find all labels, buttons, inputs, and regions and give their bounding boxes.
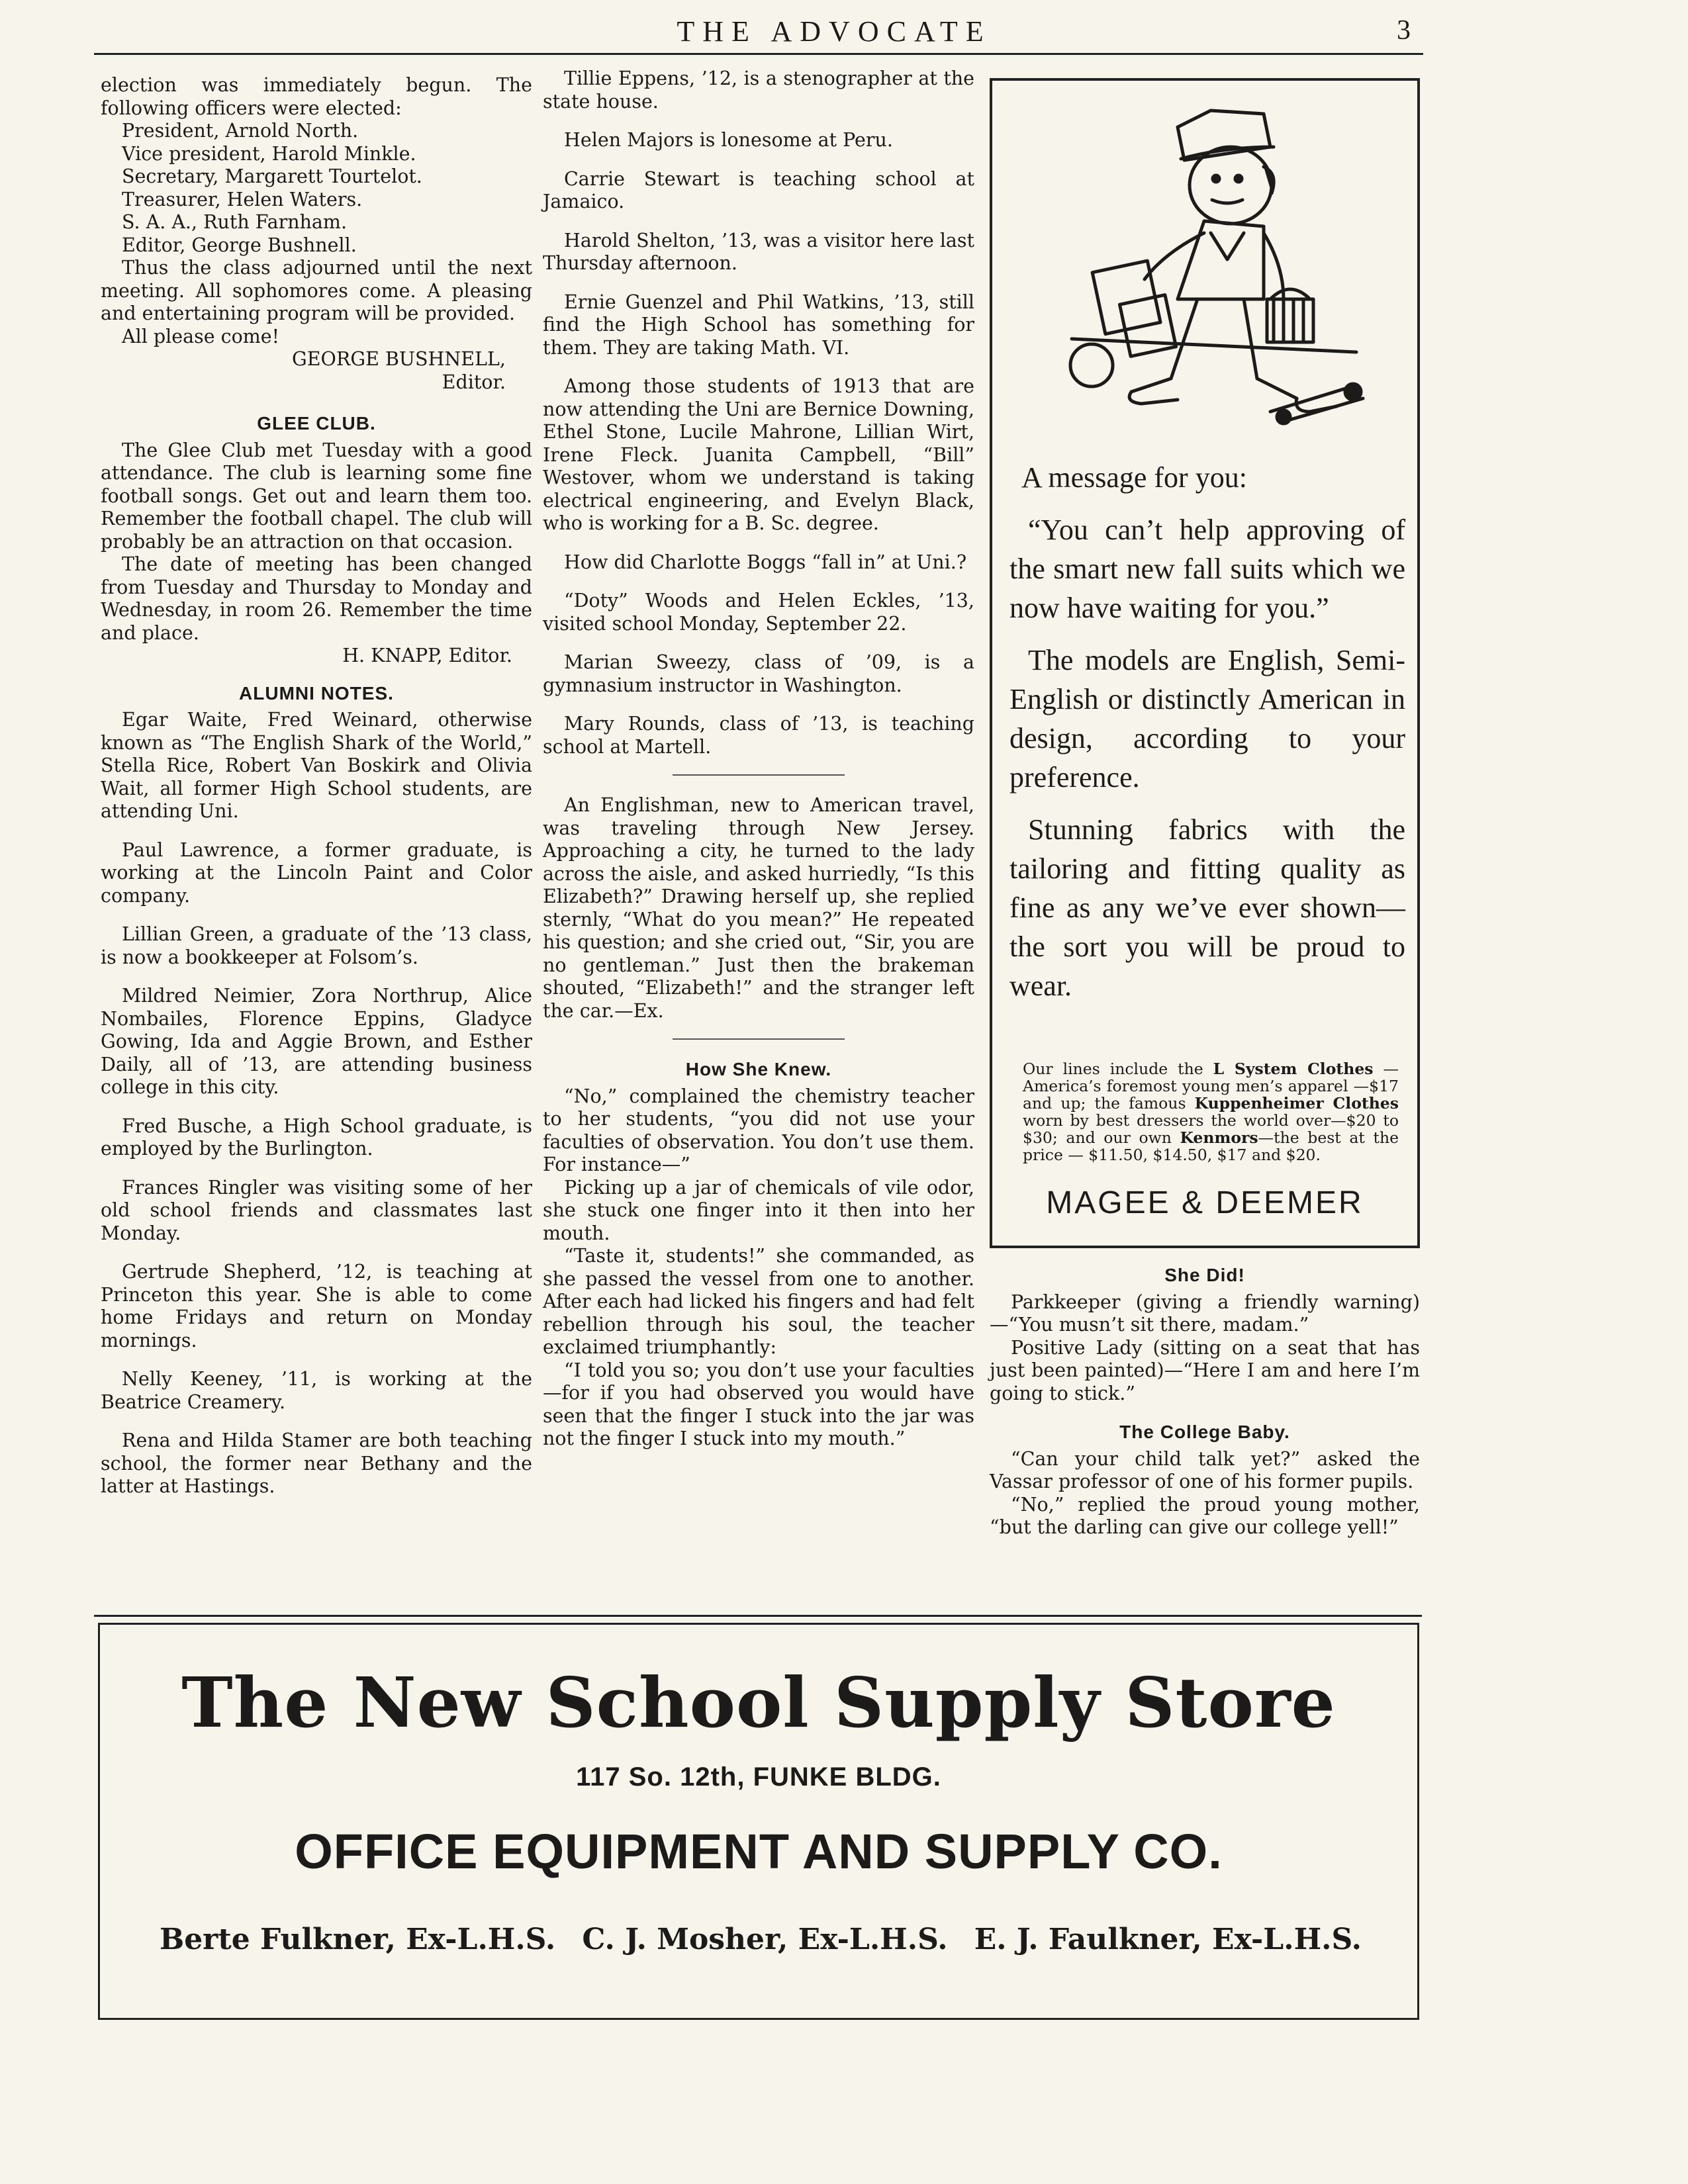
running-head-title: THE ADVOCATE bbox=[677, 15, 992, 48]
alumni-note: Egar Waite, Fred Weinard, otherwise known as “The English Shark of the World,” Stella Rice, Robert Van Boskirk and Olivia Wait, all former High School students, are attending Uni. bbox=[101, 709, 532, 822]
staff-member: Berte Fulkner, Ex-L.H.S. bbox=[160, 1923, 556, 1956]
alumni-note: Tillie Eppens, ’12, is a stenographer at the state house. bbox=[543, 68, 974, 113]
company-name: OFFICE EQUIPMENT AND SUPPLY CO. bbox=[295, 1824, 1223, 1879]
officer-saa: S. A. A., Ruth Farnham. bbox=[122, 211, 348, 233]
glee-club-heading: GLEE CLUB. bbox=[257, 413, 376, 433]
ad-message-models: The models are English, Semi-English or distinctly American in design, according to your preference. bbox=[1009, 644, 1405, 794]
alumni-note: Mildred Neimier, Zora Northrup, Alice Nombailes, Florence Eppins, Gladyce Gowing, Ida and Aggie Brown, and Esther Daily, all of ’13, are attending business college in this city. bbox=[101, 985, 532, 1098]
alumni-note: Rena and Hilda Stamer are both teaching school, the former near Bethany and the latter at Hastings. bbox=[101, 1430, 532, 1497]
brand-kenmors: Kenmors bbox=[1180, 1128, 1258, 1147]
college-baby-paragraph: “Can your child talk yet?” asked the Vassar professor of one of his former pupils. bbox=[990, 1447, 1420, 1492]
ad-merchant-name: MAGEE & DEEMER bbox=[1046, 1185, 1364, 1220]
column-3 bbox=[990, 1264, 1420, 1539]
alumni-note: Harold Shelton, ’13, was a visitor here last Thursday afternoon. bbox=[543, 229, 974, 274]
bottom-ad-rule bbox=[94, 1615, 1422, 1617]
alumni-note: Ernie Guenzel and Phil Watkins, ’13, still find the High School has something for them. They are taking Math. VI. bbox=[543, 291, 974, 359]
how-she-knew-paragraph: Picking up a jar of chemicals of vile odor, she stuck one finger into it then into her mouth. bbox=[543, 1176, 974, 1244]
college-baby-paragraph: “No,” replied the proud young mother, “but the darling can give our college yell!” bbox=[990, 1493, 1420, 1538]
officer-treasurer: Treasurer, Helen Waters. bbox=[122, 188, 363, 210]
section-divider bbox=[673, 1038, 845, 1040]
alumni-note: “Doty” Woods and Helen Eckles, ’13, visited school Monday, September 22. bbox=[543, 590, 974, 635]
staff-list bbox=[160, 1923, 1362, 1956]
section-divider bbox=[673, 774, 845, 776]
fine-print-text: Our lines include the bbox=[1023, 1060, 1213, 1078]
officer-vice-president: Vice president, Harold Minkle. bbox=[122, 142, 416, 165]
glee-club-signature: H. KNAPP, Editor. bbox=[342, 645, 512, 666]
fine-print-text: —America’s foremost young men’s apparel —$17 and up; the famous bbox=[1023, 1060, 1399, 1113]
alumni-note: Marian Sweezy, class of ’09, is a gymnasium instructor in Washington. bbox=[543, 651, 974, 696]
alumni-note: Lillian Green, a graduate of the ’13 class, is now a bookkeeper at Folsom’s. bbox=[101, 923, 532, 968]
fine-print-text: worn by best dressers the world over—$20 to $30; and our own bbox=[1023, 1111, 1399, 1147]
ad-message-intro: A message for you: bbox=[1021, 461, 1247, 494]
englishman-joke: An Englishman, new to American travel, was traveling through New Jersey. Approaching a city, he turned to the lady across the aisle, and asked hurriedly, “Is this Elizabeth?” Drawing herself up, she replied sternly, “What do you mean?” He repeated his question; and she cried out, “Sir, you are no gentleman.” Just then the brakeman shouted, “Elizabeth!” and the stranger left the car.—Ex. bbox=[543, 794, 974, 1022]
alumni-note: Paul Lawrence, a former graduate, is working at the Lincoln Paint and Color company. bbox=[101, 839, 532, 907]
delivery-boy-illustration bbox=[1045, 101, 1376, 458]
class-meeting-paragraph: election was immediately begun. The following officers were elected: bbox=[101, 74, 532, 119]
alumni-note: Helen Majors is lonesome at Peru. bbox=[564, 129, 893, 151]
please-come-line: All please come! bbox=[122, 325, 280, 347]
officer-list bbox=[101, 120, 532, 257]
alumni-note: Mary Rounds, class of ’13, is teaching school at Martell. bbox=[543, 713, 974, 758]
alumni-note: How did Charlotte Boggs “fall in” at Uni.? bbox=[564, 551, 967, 573]
she-did-paragraph: Parkkeeper (giving a friendly warning)—“You musn’t sit there, madam.” bbox=[990, 1291, 1420, 1336]
how-she-knew-paragraph: “I told you so; you don’t use your faculties—for if you had observed you would have seen that the finger I stuck into the jar was not the finger I stuck into my mouth.” bbox=[543, 1359, 974, 1449]
column-1 bbox=[101, 74, 532, 1514]
fine-print-text: —the best at the price — $11.50, $14.50, $17 and $20. bbox=[1023, 1128, 1399, 1164]
store-address: 117 So. 12th, FUNKE BLDG. bbox=[576, 1762, 941, 1792]
header-rule bbox=[94, 53, 1423, 55]
officer-editor: Editor, George Bushnell. bbox=[122, 234, 357, 256]
alumni-note: Carrie Stewart is teaching school at Jamaico. bbox=[543, 167, 974, 212]
officer-president: President, Arnold North. bbox=[122, 120, 359, 142]
brand-l-system: L System Clothes bbox=[1213, 1060, 1374, 1078]
ad-message-fabrics: Stunning fabrics with the tailoring and fitting quality as fine as any we’ve ever shown—the sort you will be proud to wear. bbox=[1009, 813, 1405, 1002]
ad-fine-print bbox=[1023, 1060, 1399, 1163]
glee-club-paragraph-1: The Glee Club met Tuesday with a good attendance. The club is learning some fine football songs. Get out and learn them too. Remember the football chapel. The club will probably be an attraction on that occasion. bbox=[101, 439, 532, 553]
alumni-note: Fred Busche, a High School graduate, is employed by the Burlington. bbox=[101, 1115, 532, 1160]
staff-member: E. J. Faulkner, Ex-L.H.S. bbox=[974, 1923, 1362, 1956]
staff-member: C. J. Mosher, Ex-L.H.S. bbox=[582, 1923, 948, 1956]
adjourn-paragraph: Thus the class adjourned until the next meeting. All sophomores come. A pleasing and entertaining program will be provided. bbox=[101, 257, 532, 324]
clothing-advertisement bbox=[990, 78, 1420, 1248]
how-she-knew-paragraph: “No,” complained the chemistry teacher to her students, “you did not use your faculties of observation. You don’t use them. For instance—” bbox=[543, 1085, 974, 1175]
signature-title: Editor. bbox=[442, 371, 506, 393]
officer-secretary: Secretary, Margarett Tourtelot. bbox=[122, 165, 422, 187]
how-she-knew-paragraph: “Taste it, students!” she commanded, as she passed the vessel from one to another. After each had licked his fingers and had felt rebellion through his soul, the teacher exclaimed triumphantly: bbox=[543, 1245, 974, 1358]
alumni-notes-heading: ALUMNI NOTES. bbox=[239, 682, 394, 704]
store-name: The New School Supply Store bbox=[181, 1662, 1336, 1743]
she-did-paragraph: Positive Lady (sitting on a seat that has just been painted)—“Here I am and here I’m going to stick.” bbox=[990, 1336, 1420, 1404]
ad-message-quote: “You can’t help approving of the smart new fall suits which we now have waiting for you.” bbox=[1009, 514, 1405, 624]
brand-kuppenheimer: Kuppenheimer Clothes bbox=[1194, 1094, 1399, 1113]
how-she-knew-heading: How She Knew. bbox=[685, 1059, 832, 1079]
college-baby-heading: The College Baby. bbox=[1119, 1422, 1290, 1442]
column-2 bbox=[543, 68, 974, 1451]
alumni-note: Among those students of 1913 that are now attending the Uni are Bernice Downing, Ethel Stone, Lucile Mahrone, Lillian Wirt, Irene Fleck. Juanita Campbell, “Bill” Westover, whom we understand is taking electrical engineering, and Evelyn Black, who is working for a B. Sc. degree. bbox=[543, 375, 974, 534]
ad-message bbox=[1009, 458, 1405, 1019]
alumni-note: Frances Ringler was visiting some of her old school friends and classmates last Monday. bbox=[101, 1176, 532, 1244]
alumni-note: Gertrude Shepherd, ’12, is teaching at Princeton this year. She is able to come home Fridays and return on Monday mornings. bbox=[101, 1261, 532, 1351]
school-supply-advertisement bbox=[98, 1623, 1419, 2020]
page-number: 3 bbox=[1397, 15, 1411, 46]
alumni-note: Nelly Keeney, ’11, is working at the Beatrice Creamery. bbox=[101, 1368, 532, 1413]
signature-name: GEORGE BUSHNELL, bbox=[291, 348, 506, 370]
she-did-heading: She Did! bbox=[1164, 1265, 1245, 1285]
glee-club-paragraph-2: The date of meeting has been changed from Tuesday and Thursday to Monday and Wednesday, in room 26. Remember the time and place. bbox=[101, 553, 532, 644]
